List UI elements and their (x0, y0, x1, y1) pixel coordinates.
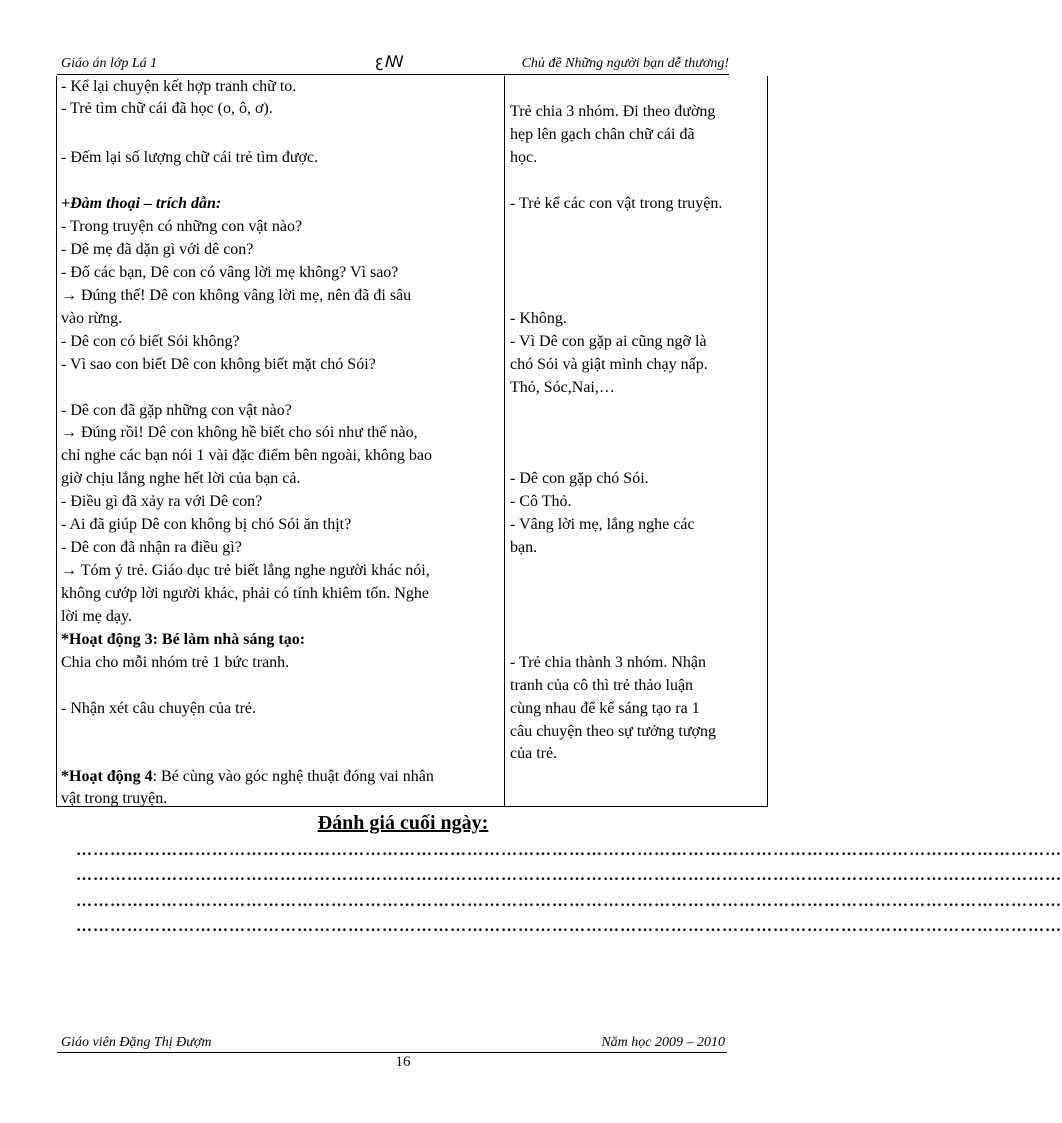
page-number: 16 (395, 1054, 411, 1070)
page-header (57, 54, 729, 75)
left-line: - Điều gì đã xảy ra với Dê con? (61, 493, 263, 510)
left-line: - Trong truyện có những con vật nào? (61, 218, 303, 235)
evaluation-dotted-line: ………………………………………………………………………………………………………………………………………………………… (76, 842, 1062, 859)
right-line: chó Sói và giật mình chạy nấp. (510, 356, 708, 373)
right-line: của trẻ. (510, 745, 558, 762)
left-line: - Nhận xét câu chuyện của trẻ. (61, 700, 257, 717)
left-line: chỉ nghe các bạn nói 1 vài đặc điểm bên ngoài, không bao (61, 447, 432, 464)
left-line: - Trẻ tìm chữ cái đã học (o, ô, ơ). (61, 100, 273, 117)
column-divider (504, 76, 505, 806)
right-line: bạn. (510, 539, 538, 556)
left-line: - Ai đã giúp Dê con không bị chó Sói ăn thịt? (61, 516, 352, 533)
left-line: - Dê con đã gặp những con vật nào? (61, 402, 292, 419)
right-line: - Dê con gặp chó Sói. (510, 470, 649, 487)
left-line: vào rừng. (61, 310, 123, 327)
left-line: - Đếm lại số lượng chữ cái trẻ tìm được. (61, 149, 319, 166)
activity-4-heading: *Hoạt động 4 (61, 768, 153, 785)
left-line: không cướp lời người khác, phải có tính khiêm tốn. Nghe (61, 585, 429, 602)
left-line: - Dê con đã nhận ra điều gì? (61, 539, 242, 556)
left-line: - Dê con có biết Sói không? (61, 333, 240, 350)
footer-teacher: Giáo viên Đặng Thị Đượm (61, 1035, 212, 1050)
lesson-table (56, 76, 768, 807)
activity-4-line (61, 766, 434, 788)
evaluation-dotted-line: ………………………………………………………………………………………………………………………………………………………… (76, 918, 1062, 935)
right-line: - Cô Thỏ. (510, 493, 572, 510)
header-ornament: ꜫꟿ (375, 54, 405, 71)
left-line: - Đố các bạn, Dê con có vâng lời mẹ không? Vì sao? (61, 264, 399, 281)
right-line: - Không. (510, 310, 567, 327)
header-class-title: Giáo án lớp Lá 1 (61, 56, 158, 71)
right-line: Trẻ chia 3 nhóm. Đi theo đường (510, 103, 716, 120)
page-footer (57, 1034, 727, 1053)
left-line: - Vì sao con biết Dê con không biết mặt chó Sói? (61, 356, 376, 373)
evaluation-dotted-line: ………………………………………………………………………………………………………………………………………………………… (76, 893, 1062, 910)
right-line: hẹp lên gạch chân chữ cái đã (510, 126, 695, 143)
left-line: vật trong truyện. (61, 790, 168, 807)
right-line: học. (510, 149, 538, 166)
right-line: tranh của cô thì trẻ thảo luận (510, 677, 694, 694)
right-line: - Vì Dê con gặp ai cũng ngỡ là (510, 333, 707, 350)
left-line: lời mẹ dạy. (61, 608, 132, 625)
evaluation-dotted-line: ………………………………………………………………………………………………………………………………………………………… (76, 867, 1062, 884)
left-line: - Kể lại chuyện kết hợp tranh chữ to. (61, 78, 297, 95)
activity-3-heading: *Hoạt động 3: Bé làm nhà sáng tạo: (61, 631, 306, 648)
right-line: Thỏ, Sóc,Nai,… (510, 379, 615, 396)
right-line: - Trẻ chia thành 3 nhóm. Nhận (510, 654, 706, 671)
left-line: → Đúng rồi! Dê con không hề biết cho sói như thế nào, (61, 424, 418, 441)
right-line: cùng nhau để kể sáng tạo ra 1 (510, 700, 700, 717)
footer-school-year: Năm học 2009 – 2010 (601, 1035, 725, 1050)
left-line: giờ chịu lắng nghe hết lời của bạn cả. (61, 470, 301, 487)
right-line: - Trẻ kể các con vật trong truyện. (510, 195, 723, 212)
left-line: → Tóm ý trẻ. Giáo dục trẻ biết lắng nghe người khác nói, (61, 562, 430, 579)
left-line: → Đúng thế! Dê con không vâng lời mẹ, nên đã đi sâu (61, 287, 412, 304)
left-line: - Dê mẹ đã dặn gì với dê con? (61, 241, 254, 258)
right-line: câu chuyện theo sự tưởng tượng (510, 723, 717, 740)
left-line: Chia cho mỗi nhóm trẻ 1 bức tranh. (61, 654, 290, 671)
header-topic: Chủ đề Những người bạn dễ thương! (521, 56, 729, 71)
activity-4-text: : Bé cùng vào góc nghệ thuật đóng vai nhân (152, 768, 434, 785)
evaluation-title: Đánh giá cuối ngày: (317, 812, 489, 834)
left-heading: +Đàm thoại – trích dẫn: (61, 195, 222, 212)
right-line: - Vâng lời mẹ, lắng nghe các (510, 516, 695, 533)
